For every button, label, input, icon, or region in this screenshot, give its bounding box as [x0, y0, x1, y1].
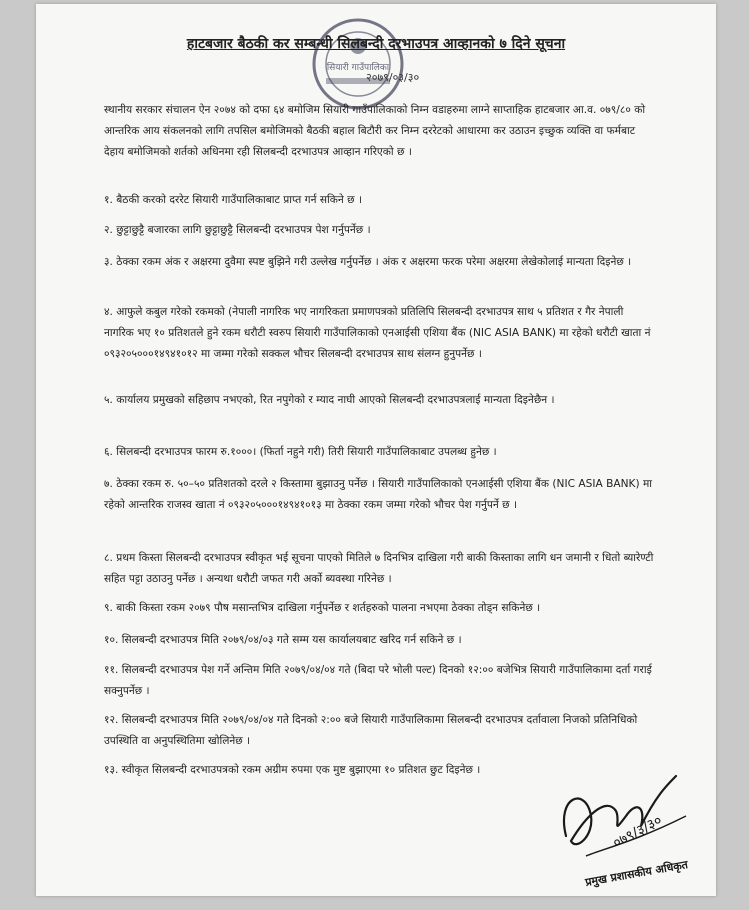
condition-item-11: ११. सिलबन्दी दरभाउपत्र पेश गर्ने अन्तिम मिति २०७९/०४/०४ गते (बिदा परे भोली पल्ट) दिनको १२:०० बजेभित्र सियारी गाउँपालिकामा दर्ता गराई सक्नुपर्नेछ ।: [104, 664, 652, 697]
svg-text:सियारी गाउँपालिका: सियारी गाउँपालिका: [326, 63, 390, 73]
condition-item-7: ७. ठेक्का रकम रु. ५०–५० प्रतिशतको दरले २ किस्तामा बुझाउनु पर्नेछ । सियारी गाउँपालिकाको एनआईसी एशिया बैंक (NIC ASIA BANK) मा रहेको आन्तरिक राजस्व खाता नं ०९३२०५०००१४९४१०१३ मा ठेक्का रकम जम्मा गरेको भौचर पेश गर्नुपर्ने छ ।: [104, 478, 653, 511]
notice-page: [36, 4, 716, 896]
condition-item-8: ८. प्रथम किस्ता सिलबन्दी दरभाउपत्र स्वीकृत भई सूचना पाएको मितिले ७ दिनभित्र दाखिला गरी बाकी किस्ताका लागि धन जमानी र धितो ब्यारेण्टी सहित पट्टा उठाउनु पर्नेछ । अन्यथा धरौटी जफत गरी अर्को ब्यवस्था गरिनेछ ।: [104, 552, 654, 585]
condition-item-6: ६. सिलबन्दी दरभाउपत्र फारम रु.१०००। (फिर्ता नहुने गरी) तिरी सियारी गाउँपालिकाबाट उपलब्ध हुनेछ ।: [104, 446, 497, 458]
signature-stamp: प्रमुख प्रशासकीय अधिकृत: [584, 858, 689, 889]
signature-date: ०७९/३/३०: [610, 812, 665, 852]
condition-item-12: १२. सिलबन्दी दरभाउपत्र मिति २०७९/०४/०४ गते दिनको २:०० बजे सियारी गाउँपालिकामा सिलबन्दी दरभाउपत्र दर्तावाला निजको प्रतिनिधिको उपस्थिति वा अनुपस्थितिमा खोलिनेछ ।: [104, 714, 638, 747]
condition-item-4: ४. आफुले कबुल गरेको रकमको (नेपाली नागरिक भए नागरिकता प्रमाणपत्रको प्रतिलिपि सिलबन्दी दरभाउपत्र साथ ५ प्रतिशत र गैर नेपाली नागरिक भए १० प्रतिशतले हुने रकम धरौटी स्वरुप सियारी गाउँपालिकाको एनआईसी एशिया बैंक (NIC ASIA BANK) मा रहेको धरौटी खाता नं ०९३२०५०००१४९४१०१२ मा जम्मा गरेको सक्कल भौचर सिलबन्दी दरभाउपत्र साथ संलग्न हुनुपर्नेछ ।: [104, 306, 651, 360]
condition-item-9: ९. बाकी किस्ता रकम २०७९ पौष मसान्तभित्र दाखिला गर्नुपर्नेछ र शर्तहरुको पालना नभएमा ठेक्का तोड्न सकिनेछ ।: [104, 602, 541, 614]
notice-title: हाटबजार बैठकी कर सम्बन्धी सिलबन्दी दरभाउपत्र आव्हानको ७ दिने सूचना: [186, 36, 566, 52]
condition-item-10: १०. सिलबन्दी दरभाउपत्र मिति २०७९/०४/०३ गते सम्म यस कार्यालयबाट खरिद गर्न सकिने छ ।: [104, 634, 462, 646]
condition-item-1: १. बैठकी करको दररेट सियारी गाउँपालिकाबाट प्राप्त गर्न सकिने छ ।: [104, 194, 362, 206]
condition-item-5: ५. कार्यालय प्रमुखको सहिछाप नभएको, रित नपुगेको र म्याद नाघी आएको सिलबन्दी दरभाउपत्रलाई मान्यता दिइनेछैन ।: [104, 394, 555, 406]
notice-date: २०७९/०३/३०: [366, 71, 420, 84]
condition-item-13: १३. स्वीकृत सिलबन्दी दरभाउपत्रको रकम अग्रीम रुपमा एक मुष्ट बुझाएमा १० प्रतिशत छुट दिइनेछ ।: [104, 764, 481, 776]
notice-intro: स्थानीय सरकार संचालन ऐन २०७४ को दफा ६४ बमोजिम सियारी गाउँपालिकाको निम्न वडाहरुमा लाग्ने साप्ताहिक हाटबजार आ.व. ०७९/८० को आन्तरिक आय संकलनको लागि तपसिल बमोजिमको बैठकी बहाल बिटौरी कर निम्न दररेटको आधारमा कर उठाउन इच्छुक व्यक्ति वा फर्मबाट देहाय बमोजिमको शर्तको अधिनमा रही सिलबन्दी दरभाउपत्र आव्हान गरिएको छ ।: [104, 104, 646, 158]
condition-item-2: २. छुट्टाछुट्टै बजारका लागि छुट्टाछुट्टै सिलबन्दी दरभाउपत्र पेश गर्नुपर्नेछ ।: [104, 224, 371, 236]
condition-item-3: ३. ठेक्का रकम अंक र अक्षरमा दुवैमा स्पष्ट बुझिने गरी उल्लेख गर्नुपर्नेछ । अंक र अक्षरमा फरक परेमा अक्षरमा लेखेकोलाई मान्यता दिइनेछ ।: [104, 256, 632, 268]
signature: [546, 756, 716, 896]
